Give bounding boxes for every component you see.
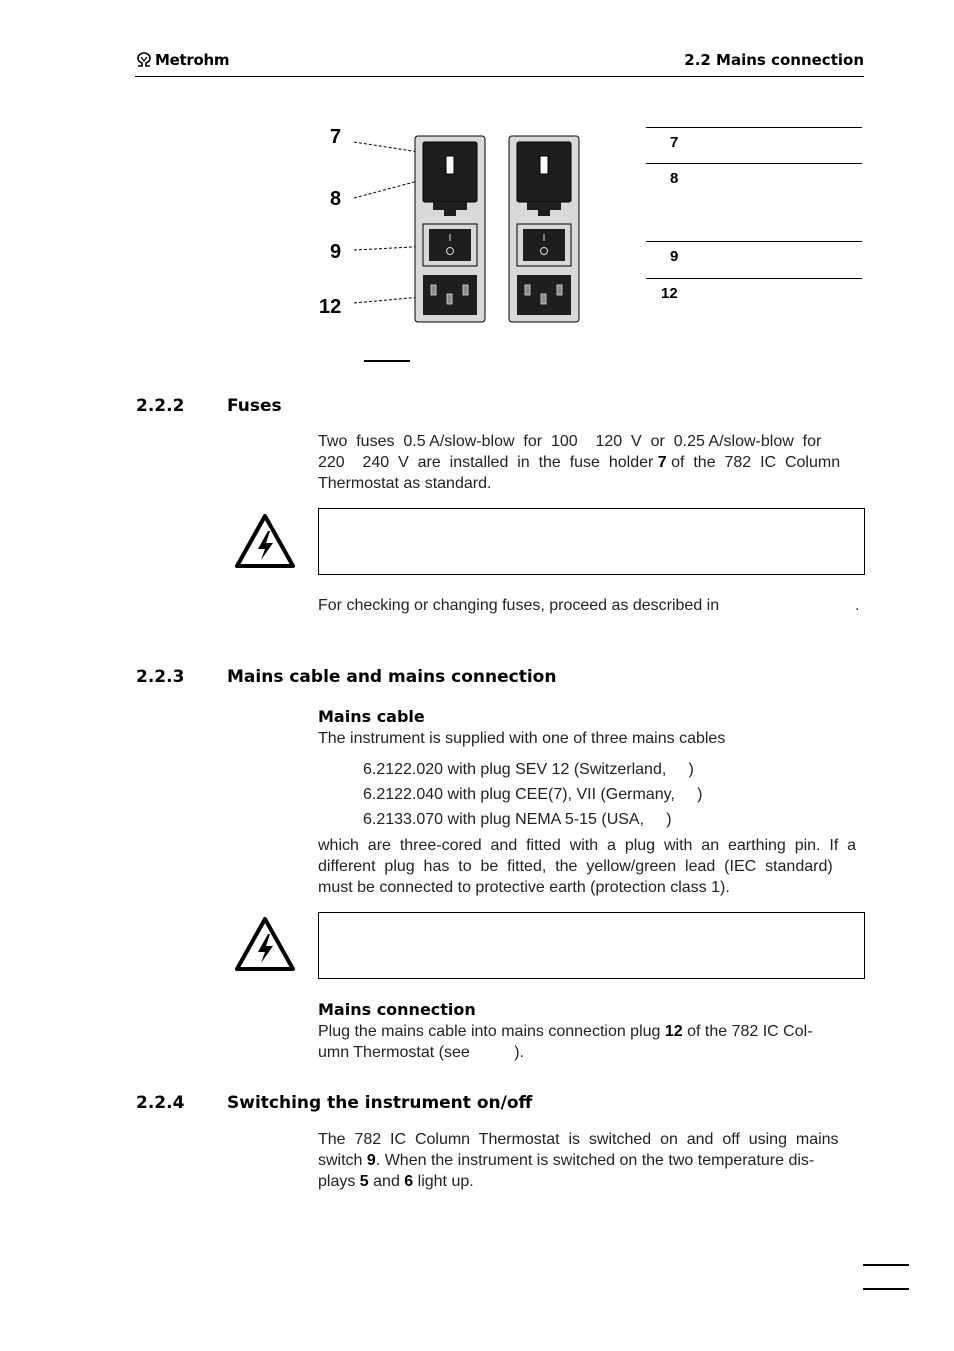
fuses-check-text: For checking or changing fuses, proceed as described in .: [318, 597, 860, 614]
legend-num-7: 7: [670, 134, 679, 151]
fuses-warning-box: [318, 508, 865, 575]
ref-mains-plug: 12: [664, 1023, 683, 1040]
ref-mains-switch: 9: [366, 1152, 376, 1169]
callout-7: 7: [330, 126, 342, 148]
connection-text-line: umn Thermostat (see ).: [318, 1044, 524, 1061]
section-number-switching: 2.2.4: [136, 1093, 185, 1113]
section-number-mains: 2.2.3: [136, 667, 185, 687]
mains-cable-intro: The instrument is supplied with one of three mains cables: [318, 730, 726, 747]
ref-display-5: 5: [359, 1173, 369, 1190]
cable-text-line: which are three-cored and fitted with a plug with an earthing pin. If a: [318, 837, 857, 854]
callout-12: 12: [319, 296, 342, 318]
switching-text-line: plays 5 and 6 light up.: [318, 1173, 474, 1190]
metrohm-omega-icon: [135, 52, 153, 68]
switching-text-line: switch 9. When the instrument is switched on the two temperature dis-: [318, 1152, 815, 1169]
section-title-mains: Mains cable and mains connection: [227, 667, 557, 687]
connection-text-line: Plug the mains cable into mains connection plug 12 of the 782 IC Col-: [318, 1023, 813, 1040]
legend-rule: [646, 127, 862, 128]
cable-text-line: different plug has to be fitted, the yellow/green lead (IEC standard): [318, 858, 833, 875]
callout-8: 8: [330, 188, 342, 210]
header-section-title: 2.2 Mains connection: [684, 51, 864, 69]
page-rule-top: [863, 1264, 909, 1266]
ref-display-6: 6: [404, 1173, 414, 1190]
ref-fuse-holder: 7: [657, 454, 667, 471]
fuses-text-line: Thermostat as standard.: [318, 475, 492, 492]
switching-text-line: The 782 IC Column Thermostat is switched on and off using mains: [318, 1131, 839, 1148]
fuses-text-line: 220 240 V are installed in the fuse holder 7 of the 782 IC Column: [318, 454, 841, 471]
legend-rule: [646, 241, 862, 242]
mains-warning-box: [318, 912, 865, 979]
fuses-text-line: Two fuses 0.5 A/slow-blow for 100 120 V or 0.25 A/slow-blow for: [318, 433, 822, 450]
header-rule: [135, 76, 864, 77]
cable-list-item: 6.2133.070 with plug NEMA 5-15 (USA, ): [363, 811, 672, 828]
figure-caption-rule: [364, 360, 410, 362]
logo-text: Metrohm: [155, 51, 230, 69]
legend-rule: [646, 278, 862, 279]
section-title-fuses: Fuses: [227, 396, 282, 416]
section-title-switching: Switching the instrument on/off: [227, 1093, 533, 1113]
module-left: [415, 136, 485, 322]
legend-num-9: 9: [670, 248, 679, 265]
mains-connection-heading: Mains connection: [318, 1000, 476, 1019]
cable-list-item: 6.2122.020 with plug SEV 12 (Switzerland, ): [363, 761, 694, 778]
legend-rule: [646, 163, 862, 164]
cable-text-line: must be connected to protective earth (protection class 1).: [318, 879, 730, 896]
legend-num-8: 8: [670, 170, 679, 187]
cable-list-item: 6.2122.040 with plug CEE(7), VII (Germany, ): [363, 786, 703, 803]
legend-num-12: 12: [661, 285, 678, 302]
high-voltage-warning-icon: [234, 916, 296, 972]
page-rule-bottom: [863, 1288, 909, 1290]
high-voltage-warning-icon: [234, 513, 296, 569]
module-right: [509, 136, 579, 322]
mains-cable-heading: Mains cable: [318, 707, 425, 726]
callout-9: 9: [330, 241, 342, 263]
rear-panel-figure: [340, 130, 600, 330]
section-number-fuses: 2.2.2: [136, 396, 185, 416]
metrohm-logo: [135, 51, 229, 69]
